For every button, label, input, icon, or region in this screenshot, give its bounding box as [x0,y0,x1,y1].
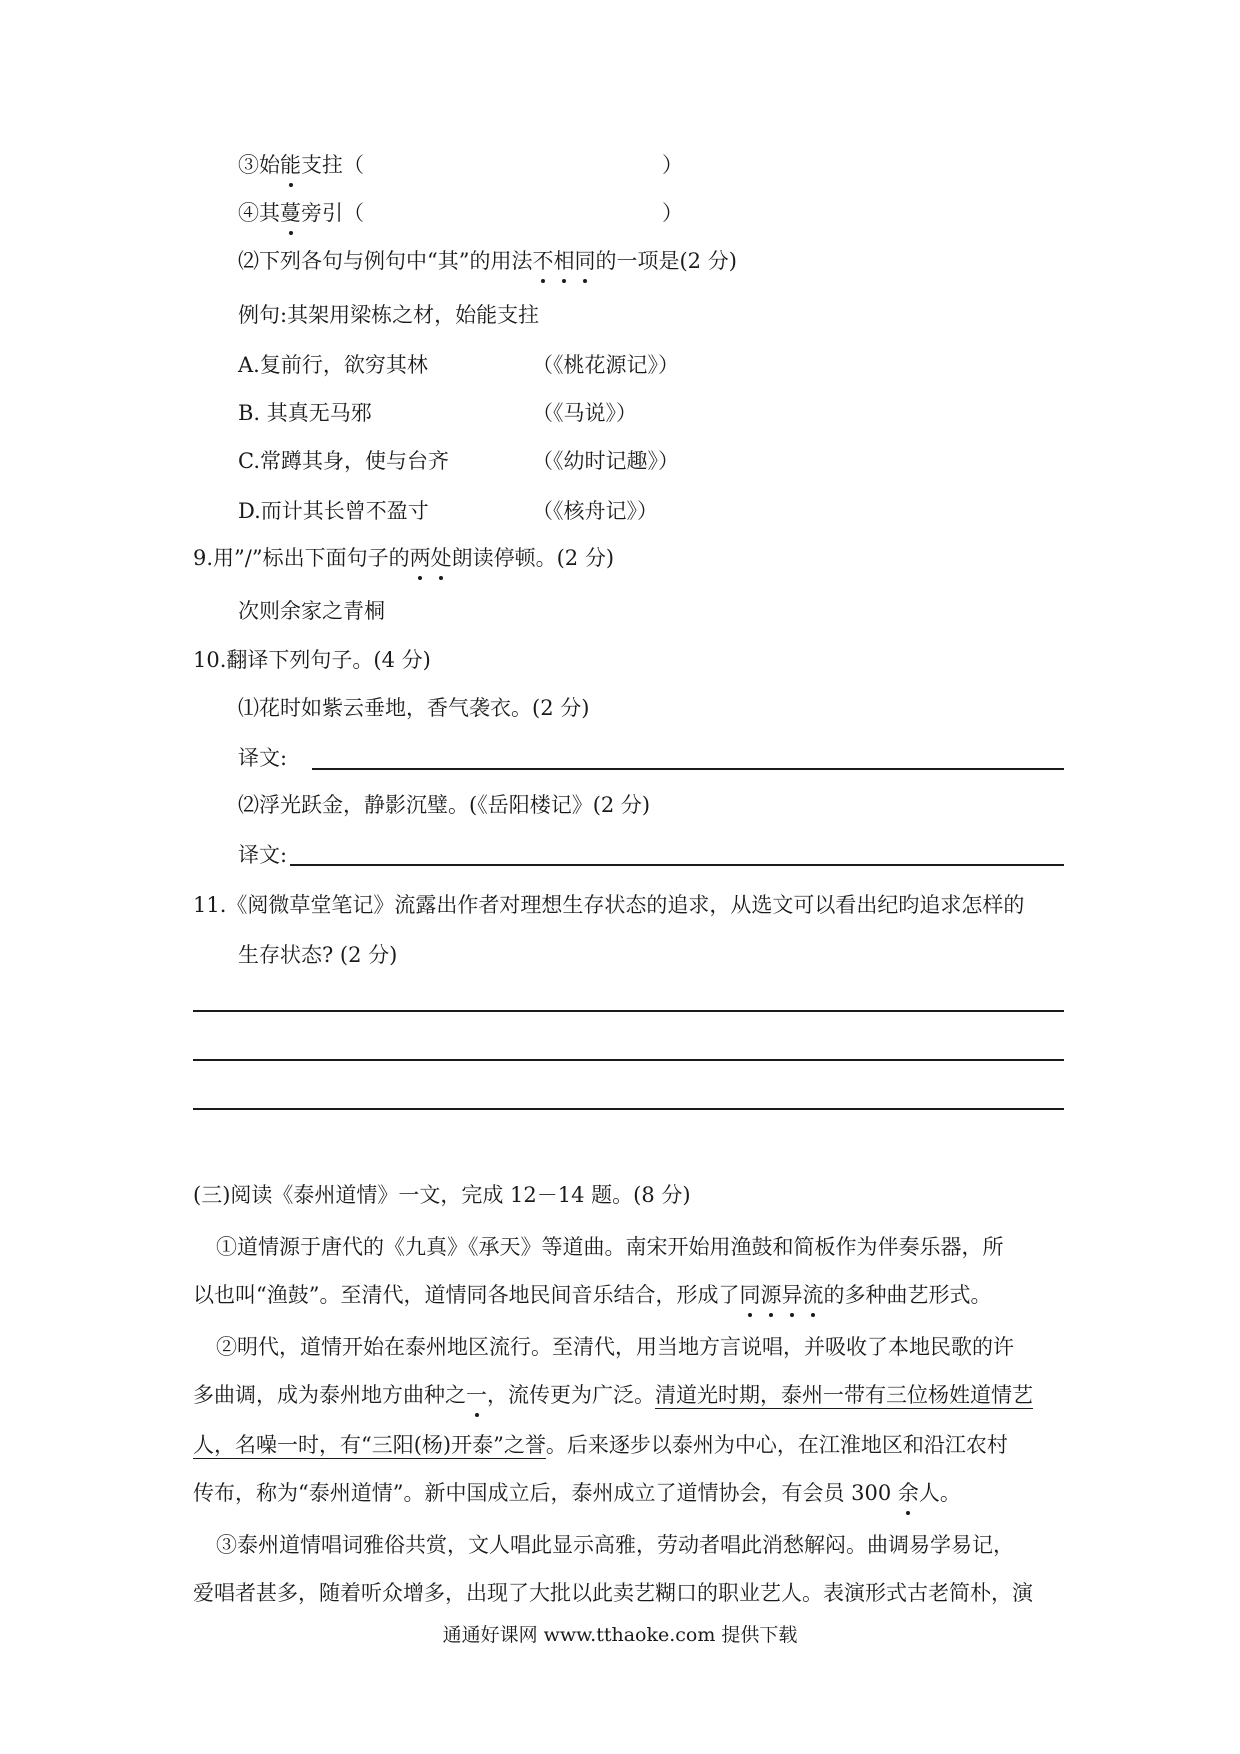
q10-translation-label-1: 译文: [238,746,288,770]
q8-option-c: C.常蹲其身，使与台齐 [238,449,449,473]
q8-option-b: B. 其真无马邪 [238,401,372,425]
q8-item-4-close-paren: ） [662,201,683,225]
q10-answer-line-1[interactable] [312,768,1064,770]
section3-p2-line-3: 人，名噪一时，有“三阳(杨)开泰”之誉。后来逐步以泰州为中心，在江淮地区和沿江农村 [193,1433,1008,1457]
q8-item-3: ③始能支拄（ [238,150,364,180]
q10-translation-label-2: 译文: [238,843,288,867]
page-footer: 通通好课网 www.tthaoke.com 提供下载 [442,1624,798,1646]
q8-item-4: ④其蔓旁引（ [238,198,364,228]
section3-p1-line-2: 以也叫“渔鼓”。至清代，道情同各地民间音乐结合，形成了同源异流的多种曲艺形式。 [193,1280,991,1310]
underlined-passage: 人，名噪一时，有“三阳(杨)开泰”之誉 [193,1433,546,1457]
emphasis-dot-char: 同 [574,246,595,276]
emphasis-dot-char: 能 [280,150,301,180]
section3-p1-line-1: ①道情源于唐代的《九真》《承天》等道曲。南宋开始用渔鼓和简板作为伴奏乐器，所 [216,1235,1004,1259]
q8-option-d: D.而计其长曾不盈寸 [238,499,429,523]
section3-p3-line-2: 爱唱者甚多，随着听众增多，出现了大批以此卖艺糊口的职业艺人。表演形式古老简朴，演 [193,1581,1033,1605]
q10-sentence-2: ⑵浮光跃金，静影沉璧。(《岳阳楼记》(2 分) [238,793,651,817]
q8-item-3-close-paren: ） [662,153,683,177]
emphasis-dot-char: 蔓 [280,198,301,228]
emphasis-dot-char: 流 [802,1280,823,1310]
emphasis-dot-char: 一 [466,1380,487,1410]
q10-answer-line-2[interactable] [290,864,1064,866]
section3-p2-line-1: ②明代，道情开始在泰州地区流行。至清代，用当地方言说唱，并吸收了本地民歌的许 [216,1335,1014,1359]
emphasis-dot-char: 处 [431,543,452,573]
q11-prompt-line-1: 11.《阅微草堂笔记》流露出作者对理想生存状态的追求，从选文可以看出纪昀追求怎样的 [193,893,1025,917]
emphasis-dot-char: 相 [553,246,574,276]
q11-answer-line-2[interactable] [193,1059,1064,1061]
q11-answer-line-3[interactable] [193,1108,1064,1110]
emphasis-dot-char: 两 [410,543,431,573]
q9-prompt: 9.用”/”标出下面句子的两处朗读停顿。(2 分) [193,543,614,573]
underlined-passage: 清道光时期，泰州一带有三位杨姓道情艺 [655,1383,1033,1407]
emphasis-dot-char: 不 [532,246,553,276]
q8-example-sentence: 例句:其架用梁栋之材，始能支拄 [238,303,540,327]
q11-prompt-line-2: 生存状态? (2 分) [238,943,398,967]
q8-option-a-source: （《桃花源记》） [532,353,679,377]
q8-sub2-prompt: ⑵下列各句与例句中“其”的用法不相同的一项是(2 分) [238,246,737,276]
section3-p2-line-4: 传布，称为“泰州道情”。新中国成立后，泰州成立了道情协会，有会员 300 余人。 [193,1478,961,1508]
q8-option-b-source: （《马说》） [532,401,637,425]
emphasis-dot-char: 异 [781,1280,802,1310]
q8-option-d-source: （《核舟记》） [532,499,658,523]
q8-option-c-source: （《幼时记趣》） [532,449,679,473]
emphasis-dot-char: 余 [898,1478,919,1508]
q10-sentence-1: ⑴花时如紫云垂地，香气袭衣。(2 分) [238,696,590,720]
section3-heading: (三)阅读《泰州道情》一文，完成 12－14 题。(8 分) [193,1183,691,1207]
emphasis-dot-char: 源 [760,1280,781,1310]
q10-title: 10.翻译下列句子。(4 分) [193,648,431,672]
emphasis-dot-char: 同 [739,1280,760,1310]
q9-sentence: 次则余家之青桐 [238,599,385,623]
section3-p2-line-2: 多曲调，成为泰州地方曲种之一，流传更为广泛。清道光时期，泰州一带有三位杨姓道情艺 [193,1380,1033,1410]
section3-p3-line-1: ③泰州道情唱词雅俗共赏，文人唱此显示高雅，劳动者唱此消愁解闷。曲调易学易记， [216,1533,1014,1557]
q11-answer-line-1[interactable] [193,1010,1064,1012]
q8-option-a: A.复前行，欲穷其林 [238,353,428,377]
